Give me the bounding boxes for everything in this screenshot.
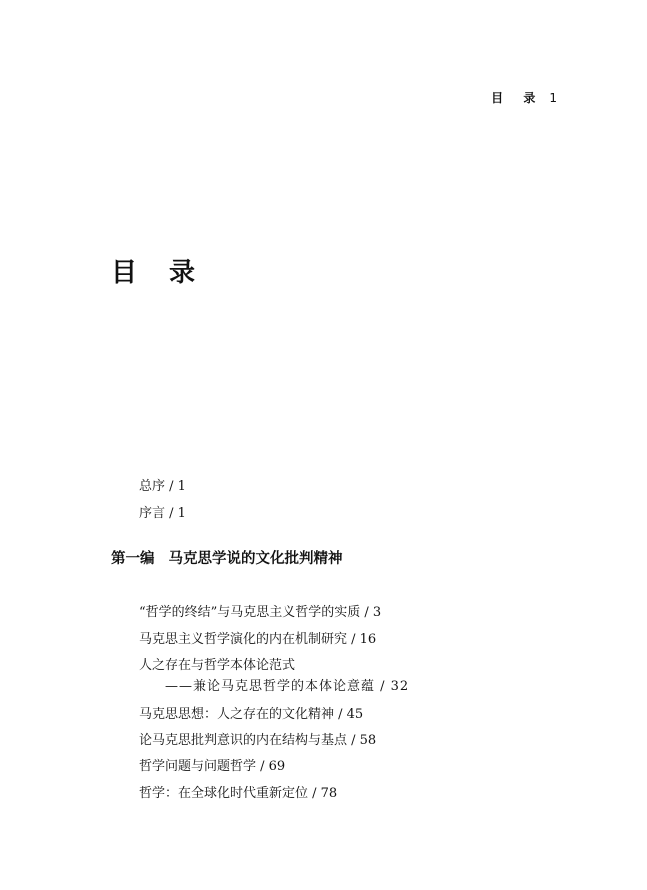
toc-entry-subtitle: [165, 678, 409, 696]
running-header-title: 目 录: [491, 91, 544, 105]
toc-entry: “哲学的终结”与马克思主义哲学的实质 / 3: [139, 605, 382, 620]
page-title-char-2: 录: [169, 258, 196, 288]
toc-entry: 马克思主义哲学演化的内在机制研究 / 16: [139, 632, 377, 647]
toc-entry: 哲学问题与问题哲学 / 69: [139, 759, 286, 774]
toc-entry: 马克思思想：人之存在的文化精神 / 45: [139, 707, 364, 722]
page-title: [111, 252, 195, 289]
toc-entry-preface: 序言 / 1: [139, 506, 186, 521]
toc-entry-general-preface: 总序 / 1: [139, 479, 186, 494]
running-header: [491, 89, 557, 106]
part-title: 马克思学说的文化批判精神: [168, 551, 343, 567]
part-heading: [111, 547, 343, 568]
page-title-char-1: 目: [111, 258, 138, 288]
running-header-page-number: 1: [549, 91, 557, 105]
toc-entry: 人之存在与哲学本体论范式: [139, 658, 296, 673]
toc-entry-subtitle-text: ——兼论马克思哲学的本体论意蕴 / 32: [165, 679, 410, 694]
toc-entry: 论马克思批判意识的内在结构与基点 / 58: [139, 733, 377, 748]
part-label: 第一编: [111, 551, 155, 567]
toc-entry: 哲学：在全球化时代重新定位 / 78: [139, 786, 338, 801]
